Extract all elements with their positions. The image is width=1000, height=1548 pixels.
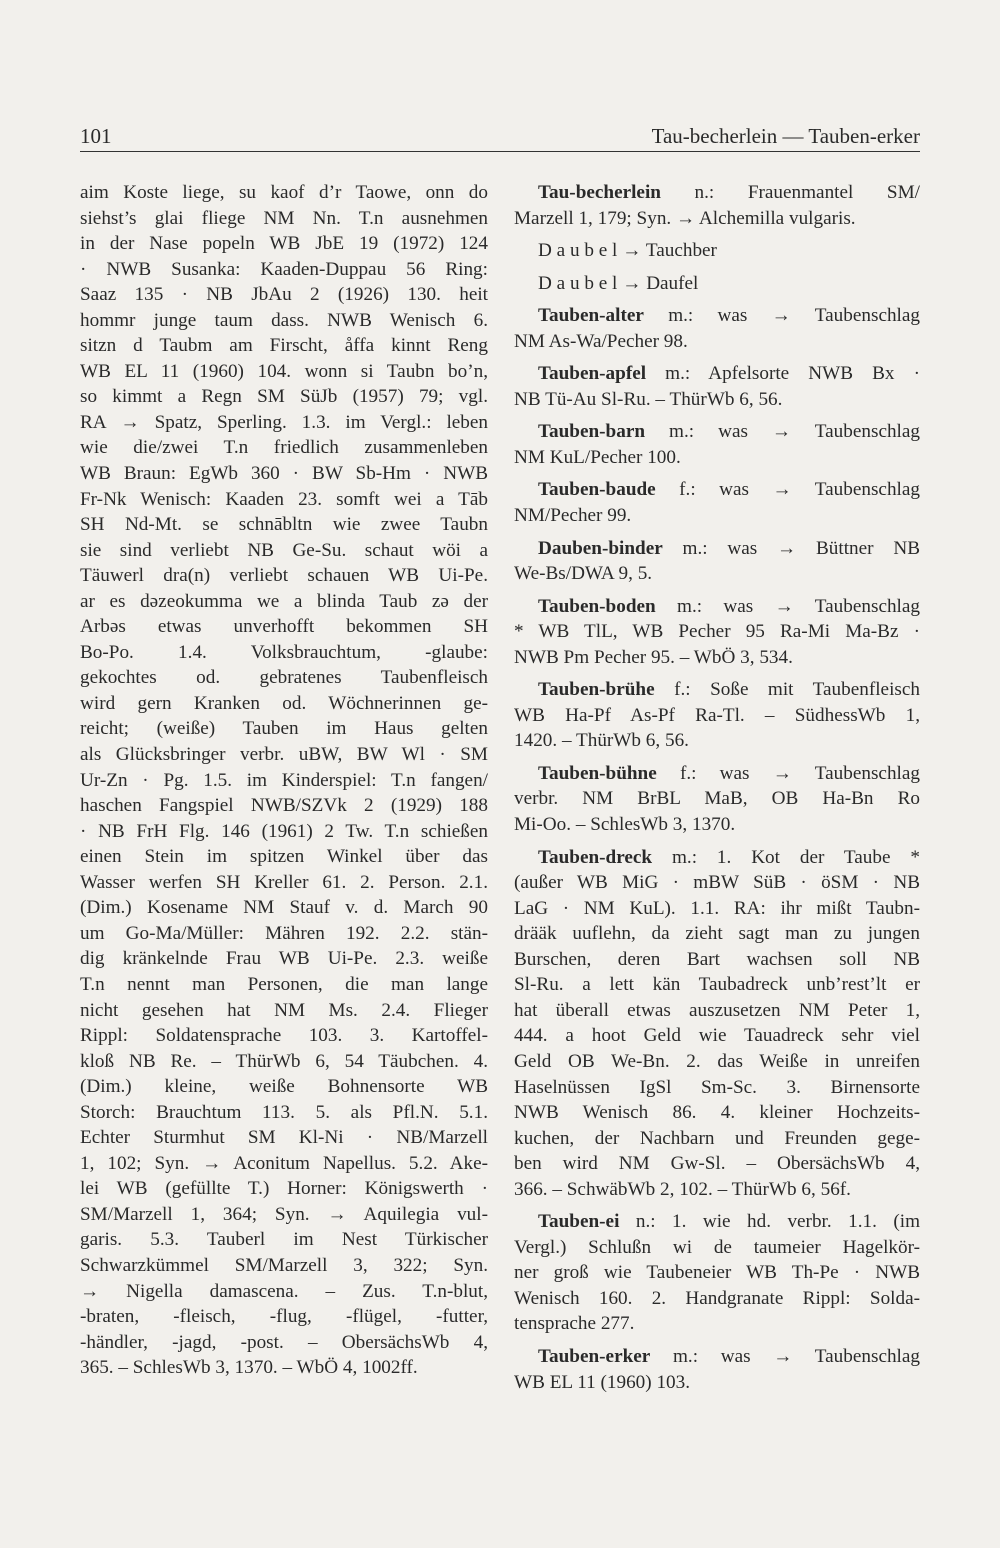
- entry-lemma: Tauben-bühne: [538, 762, 657, 784]
- text-line: dig kränkelnde Frau WB Ui-Pe. 2.3. weiße: [80, 948, 488, 970]
- entry-text: n.: Frauenmantel SM/: [660, 182, 920, 203]
- entry-text: f.: Soße mit Taubenfleisch: [654, 679, 920, 701]
- entry-line: Burschen, deren Bart wachsen soll NB: [514, 948, 920, 970]
- running-title: Tau-becherlein — Tauben-erker: [651, 124, 920, 148]
- entry-line: Mi-Oo. – SchlesWb 3, 1370.: [514, 814, 736, 836]
- entry-line: [514, 238, 920, 264]
- entry-line: [514, 536, 920, 562]
- entry-line: NWB Pm Pecher 95. – WbÖ 3, 534.: [514, 646, 793, 668]
- entry-line: Marzell 1, 179; Syn. → Alchemilla vulgaris.: [514, 207, 856, 229]
- dictionary-entry: [514, 594, 920, 671]
- entry-lemma: Tauben-erker: [538, 1345, 651, 1367]
- text-line: (Dim.) Kosename NM Stauf v. d. March 90: [80, 897, 488, 919]
- entry-line: Vergl.) Schlußn wi de taumeier Hagelkör-: [514, 1236, 920, 1258]
- entry-line: [514, 419, 920, 445]
- right-column: [514, 180, 920, 1395]
- entry-line: NWB Wenisch 86. 4. kleiner Hochzeits-: [514, 1102, 920, 1124]
- entry-line: Wenisch 160. 2. Handgranate Rippl: Solda-: [514, 1287, 920, 1309]
- text-line: lei WB (gefüllte T.) Horner: Königswerth ·: [80, 1178, 488, 1200]
- text-line: Saaz 135 · NB JbAu 2 (1926) 130. heit: [80, 284, 488, 306]
- entry-line: hat überall etwas auszusetzen NM Peter 1,: [514, 999, 920, 1021]
- dictionary-entry: [514, 845, 920, 1203]
- entry-line: [514, 1209, 920, 1235]
- entry-text: f.: was → Taubenschlag: [655, 479, 920, 501]
- entry-line: [514, 677, 920, 703]
- text-line: um Go-Ma/Müller: Mähren 192. 2.2. stän-: [80, 922, 488, 944]
- text-line: Schwarzkümmel SM/Marzell 3, 322; Syn.: [80, 1254, 488, 1276]
- dictionary-entry: [514, 536, 920, 587]
- text-line: wie die/zwei T.n friedlich zusammenleben: [80, 437, 488, 459]
- entry-line: * WB TlL, WB Pecher 95 Ra-Mi Ma-Bz ·: [514, 621, 920, 643]
- entry-line: [514, 477, 920, 503]
- text-line: → Nigella damascena. – Zus. T.n-blut,: [80, 1280, 488, 1302]
- text-line: Ur-Zn · Pg. 1.5. im Kinderspiel: T.n fangen/: [80, 769, 488, 791]
- dictionary-entry: [514, 419, 920, 470]
- dictionary-entry: [514, 238, 920, 264]
- entry-line: Haselnüssen IgSl Sm-Sc. 3. Birnensorte: [514, 1076, 920, 1098]
- entry-lemma: D a u b e l: [538, 272, 618, 294]
- dictionary-entry: [514, 1209, 920, 1337]
- text-line: ar es dəzeokumma we a blinda Taub zə der: [80, 590, 488, 612]
- text-line: Storch: Brauchtum 113. 5. als Pfl.N. 5.1.: [80, 1101, 488, 1123]
- text-line: -braten, -fleisch, -flug, -flügel, -futter,: [80, 1306, 488, 1328]
- entry-line: Geld OB We-Bn. 2. das Weiße in unreifen: [514, 1050, 920, 1072]
- entry-line: 444. a hoot Geld wie Tauadreck sehr viel: [514, 1025, 920, 1047]
- entry-text: m.: 1. Kot der Taube *: [652, 846, 920, 868]
- entry-text: m.: was → Taubenschlag: [643, 305, 920, 327]
- dictionary-entry: [514, 271, 920, 297]
- entry-text: → Tauchber: [617, 240, 717, 262]
- entry-lemma: Tauben-ei: [538, 1211, 620, 1233]
- entry-text: m.: was → Taubenschlag: [655, 595, 920, 617]
- entry-line: [514, 1344, 920, 1370]
- entry-line: ner groß wie Taubeneier WB Th-Pe · NWB: [514, 1262, 920, 1284]
- entry-lemma: Tauben-brühe: [538, 679, 655, 701]
- text-line: als Glücksbringer verbr. uBW, BW Wl · SM: [80, 744, 488, 766]
- text-line: Rippl: Soldatensprache 103. 3. Kartoffel-: [80, 1025, 488, 1047]
- text-line: garis. 5.3. Tauberl im Nest Türkischer: [80, 1229, 488, 1251]
- text-line: · NB FrH Flg. 146 (1961) 2 Tw. T.n schießen: [80, 820, 488, 842]
- entry-line: tensprache 277.: [514, 1313, 635, 1335]
- entry-line: NB Tü-Au Sl-Ru. – ThürWb 6, 56.: [514, 388, 783, 410]
- entry-line: NM As-Wa/Pecher 98.: [514, 330, 688, 352]
- text-line: in der Nase popeln WB JbE 19 (1972) 124: [80, 233, 488, 255]
- entry-line: [514, 303, 920, 329]
- text-line: wird gern Kranken od. Wöchnerinnen ge-: [80, 692, 488, 714]
- entry-lemma: Tauben-baude: [538, 479, 656, 501]
- text-line: WB EL 11 (1960) 104. wonn si Taubn bo’n,: [80, 360, 488, 382]
- entry-line: [514, 594, 920, 620]
- text-line: sitzn d Taubm am Firscht, åffa kinnt Reng: [80, 335, 488, 357]
- dictionary-entry: [514, 180, 920, 231]
- entry-line: Sl-Ru. a lett kän Taubadreck unb’rest’lt er: [514, 974, 920, 996]
- entry-text: n.: 1. wie hd. verbr. 1.1. (im: [619, 1211, 920, 1233]
- entry-lemma: Tauben-boden: [538, 595, 656, 617]
- entry-line: ben wird NM Gw-Sl. – ObersächsWb 4,: [514, 1153, 920, 1175]
- entry-line: 366. – SchwäbWb 2, 102. – ThürWb 6, 56f.: [514, 1178, 851, 1200]
- entry-lemma: Tauben-alter: [538, 305, 644, 327]
- entry-lemma: D a u b e l: [538, 240, 618, 262]
- text-line: WB Braun: EgWb 360 · BW Sb-Hm · NWB: [80, 463, 488, 485]
- entry-lemma: Dauben-binder: [538, 537, 663, 559]
- text-line: SH Nd-Mt. se schnābltn wie zwee Taubn: [80, 514, 488, 536]
- entry-text: f.: was → Taubenschlag: [656, 762, 920, 784]
- entry-lemma: Tauben-apfel: [538, 363, 647, 385]
- left-column: [80, 180, 488, 1381]
- entry-line: [514, 271, 920, 297]
- text-line: sie sind verliebt NB Ge-Su. schaut wöi a: [80, 539, 488, 561]
- entry-line: WB Ha-Pf As-Pf Ra-Tl. – SüdhessWb 1,: [514, 704, 920, 726]
- entry-lemma: Tauben-barn: [538, 421, 646, 443]
- dictionary-entry: [514, 477, 920, 528]
- entry-line: LaG · NM KuL). 1.1. RA: ihr mißt Taubn-: [514, 897, 920, 919]
- entry-line: WB EL 11 (1960) 103.: [514, 1371, 691, 1393]
- entry-text: → Daufel: [617, 272, 699, 294]
- page-number: 101: [80, 124, 112, 148]
- dictionary-entry: [514, 761, 920, 838]
- entry-line: [514, 845, 920, 871]
- text-line: 365. – SchlesWb 3, 1370. – WbÖ 4, 1002ff.: [80, 1357, 418, 1379]
- entry-line: We-Bs/DWA 9, 5.: [514, 563, 653, 585]
- text-line: kloß NB Re. – ThürWb 6, 54 Täubchen. 4.: [80, 1050, 488, 1072]
- text-line: einen Stein im spitzen Winkel über das: [80, 846, 488, 868]
- page-header: [80, 120, 920, 154]
- entry-line: NM KuL/Pecher 100.: [514, 446, 681, 468]
- entry-text: m.: was → Taubenschlag: [650, 1345, 920, 1367]
- entry-line: 1420. – ThürWb 6, 56.: [514, 730, 689, 752]
- text-line: haschen Fangspiel NWB/SZVk 2 (1929) 188: [80, 795, 488, 817]
- entry-line: NM/Pecher 99.: [514, 505, 632, 527]
- entry-line: kuchen, der Nachbarn und Freunden gege-: [514, 1127, 920, 1149]
- entry-lemma: Tau-becherlein: [538, 182, 661, 203]
- entry-lemma: Tauben-dreck: [538, 846, 653, 868]
- text-line: reicht; (weiße) Tauben im Haus gelten: [80, 718, 488, 740]
- text-line: Bo-Po. 1.4. Volksbrauchtum, -glaube:: [80, 641, 488, 663]
- text-line: Täuwerl dra(n) verliebt schauen WB Ui-Pe.: [80, 565, 488, 587]
- text-line: gekochtes od. gebratenes Taubenfleisch: [80, 667, 488, 689]
- text-line: nicht gesehen hat NM Ms. 2.4. Flieger: [80, 999, 488, 1021]
- text-line: RA → Spatz, Sperling. 1.3. im Vergl.: leben: [80, 411, 488, 433]
- dictionary-entry: [514, 677, 920, 754]
- text-line: Wasser werfen SH Kreller 61. 2. Person. 2.1.: [80, 871, 488, 893]
- text-line: Arbəs etwas unverhofft bekommen SH: [80, 616, 488, 638]
- entry-text: m.: was → Büttner NB: [662, 537, 920, 559]
- entry-text: m.: Apfelsorte NWB Bx ·: [646, 363, 920, 385]
- text-line: · NWB Susanka: Kaaden-Duppau 56 Ring:: [80, 258, 488, 280]
- text-line: hommr junge taum dass. NWB Wenisch 6.: [80, 309, 488, 331]
- entry-line: (außer WB MiG · mBW SüB · öSM · NB: [514, 872, 920, 894]
- entry-line: [514, 361, 920, 387]
- text-line: (Dim.) kleine, weiße Bohnensorte WB: [80, 1076, 488, 1098]
- text-line: siehst’s glai fliege NM Nn. T.n ausnehmen: [80, 207, 488, 229]
- text-line: Echter Sturmhut SM Kl-Ni · NB/Marzell: [80, 1127, 488, 1149]
- header-rule: [80, 151, 920, 152]
- text-line: so kimmt a Regn SM SüJb (1957) 79; vgl.: [80, 386, 488, 408]
- entry-line: [514, 180, 920, 206]
- text-line: -händler, -jagd, -post. – ObersächsWb 4,: [80, 1331, 488, 1353]
- text-line: T.n nennt man Personen, die man lange: [80, 973, 488, 995]
- entry-line: verbr. NM BrBL MaB, OB Ha-Bn Ro: [514, 788, 920, 810]
- dictionary-entry: [514, 1344, 920, 1395]
- dictionary-entry: [514, 361, 920, 412]
- text-line: aim Koste liege, su kaof d’r Taowe, onn do: [80, 182, 488, 203]
- entry-text: m.: was → Taubenschlag: [645, 421, 920, 443]
- text-line: 1, 102; Syn. → Aconitum Napellus. 5.2. Ake-: [80, 1152, 488, 1174]
- text-line: Fr-Nk Wenisch: Kaaden 23. somft wei a Tāb: [80, 488, 488, 510]
- entry-line: drääk uuflehn, da zieht sagt man zu jungen: [514, 923, 920, 945]
- entry-line: [514, 761, 920, 787]
- dictionary-entry: [514, 303, 920, 354]
- text-line: SM/Marzell 1, 364; Syn. → Aquilegia vul-: [80, 1203, 488, 1225]
